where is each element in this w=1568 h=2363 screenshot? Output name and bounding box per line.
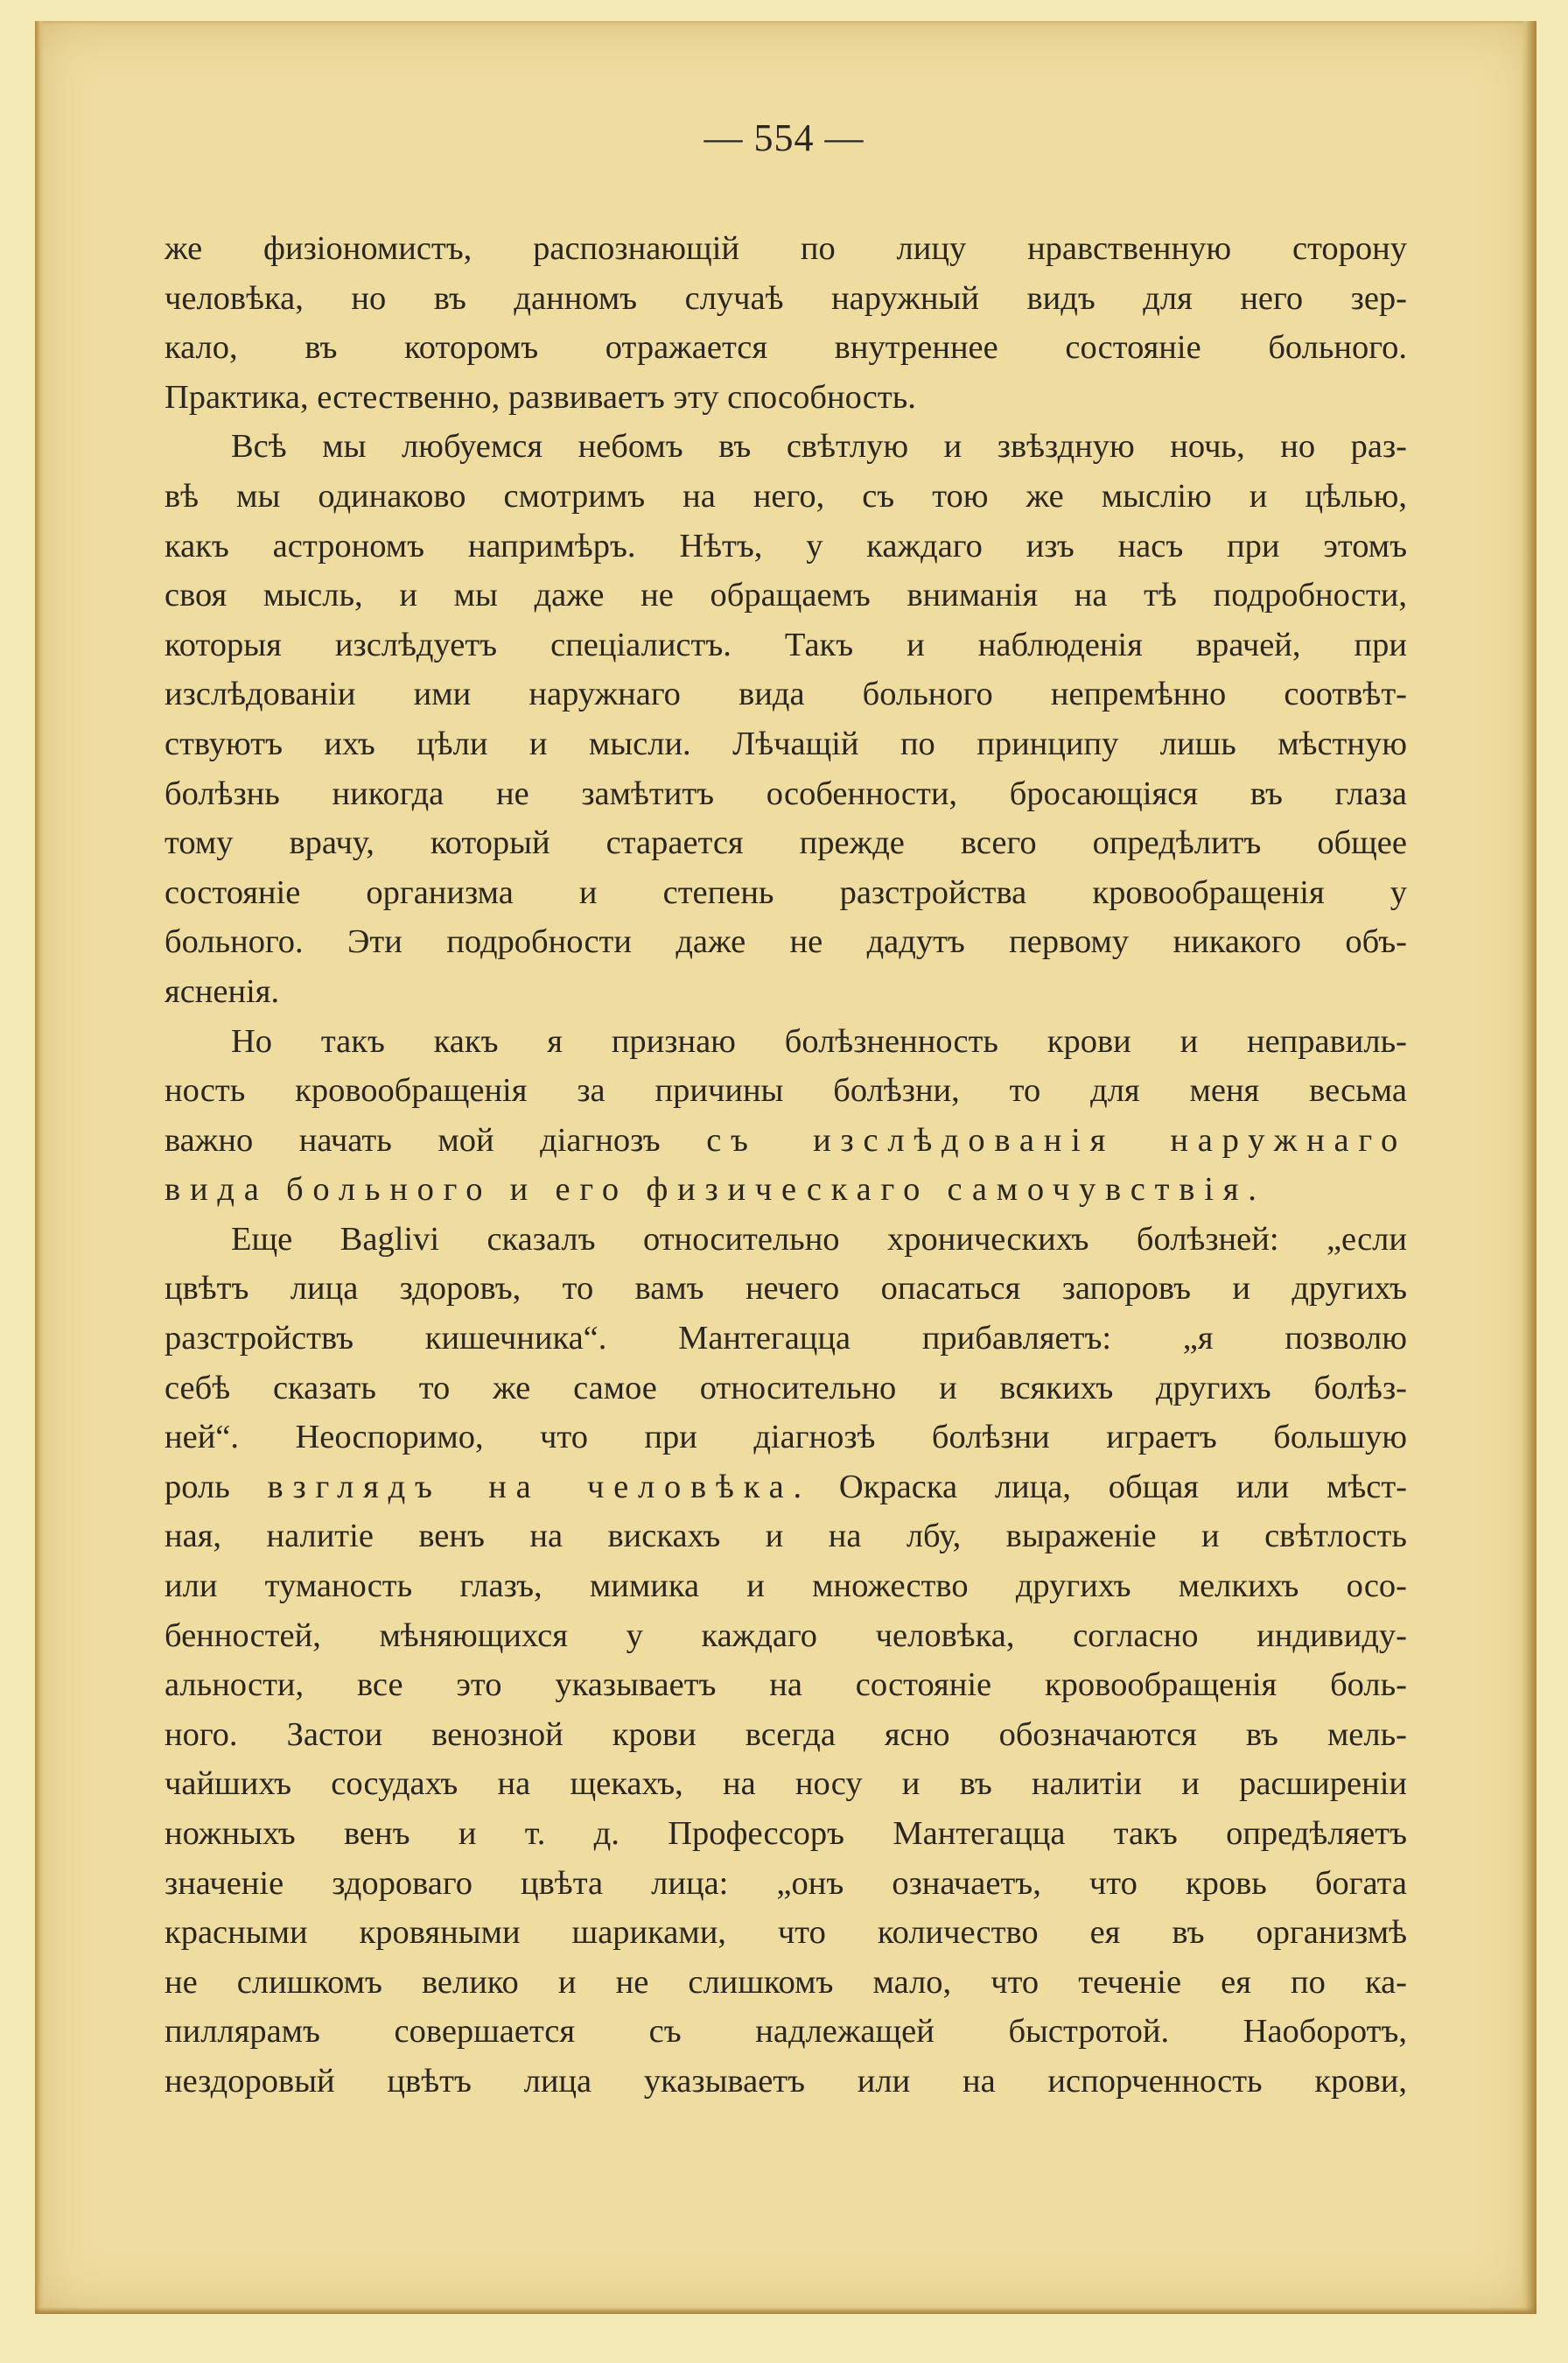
spaced-emphasis: вида больного и его физическаго самочувствія. bbox=[164, 1171, 1266, 1209]
text-line: альности, все это указываетъ на состояніе кровообращенія боль- bbox=[164, 1666, 1407, 1704]
spaced-emphasis: взглядъ на человѣка bbox=[267, 1468, 794, 1505]
text-line: не слишкомъ велико и не слишкомъ мало, что теченіе ея по ка- bbox=[164, 1963, 1407, 2001]
text-segment: . Окраска лица, общая или мѣст- bbox=[793, 1468, 1408, 1505]
text-line: нездоровый цвѣтъ лица указываетъ или на испорченность крови, bbox=[164, 2062, 1407, 2100]
text-segment: важно начать мой діагнозъ bbox=[164, 1121, 707, 1159]
text-line: чайшихъ сосудахъ на щекахъ, на носу и въ налитіи и расширеніи bbox=[164, 1765, 1407, 1803]
text-segment: роль bbox=[164, 1468, 268, 1505]
text-line: изслѣдованіи ими наружнаго вида больного непремѣнно соотвѣт- bbox=[164, 676, 1407, 713]
text-line: или туманость глазъ, мимика и множество другихъ мелкихъ осо- bbox=[164, 1567, 1407, 1605]
page-edge-bottom bbox=[35, 2307, 1536, 2314]
text-line: бенностей, мѣняющихся у каждаго человѣка, согласно индивиду- bbox=[164, 1616, 1407, 1654]
text-line bbox=[164, 1462, 1407, 1512]
text-line: ная, налитіе венъ на вискахъ и на лбу, выраженіе и свѣтлость bbox=[164, 1518, 1407, 1555]
text-line: ней“. Неоспоримо, что при діагнозѣ болѣзни играетъ большую bbox=[164, 1419, 1407, 1456]
text-line: ствуютъ ихъ цѣли и мысли. Лѣчащій по принципу лишь мѣстную bbox=[164, 725, 1407, 762]
text-line: себѣ сказать то же самое относительно и всякихъ другихъ болѣз- bbox=[164, 1369, 1407, 1406]
page-edge-right bbox=[1521, 21, 1536, 2314]
paragraph-start-line: Еще Baglivi сказалъ относительно хроническихъ болѣзней: „если bbox=[231, 1220, 1407, 1258]
text-line: красными кровяными шариками, что количество ея въ организмѣ bbox=[164, 1914, 1407, 1952]
text-line: разстройствъ кишечника“. Мантегацца прибавляетъ: „я позволю bbox=[164, 1320, 1407, 1357]
text-line: ного. Застои венозной крови всегда ясно обозначаются въ мель- bbox=[164, 1715, 1407, 1753]
body-text bbox=[164, 224, 1407, 2107]
page-edge-left bbox=[35, 21, 44, 2314]
text-line: человѣка, но въ данномъ случаѣ наружный видъ для него зер- bbox=[164, 279, 1407, 317]
text-line: значеніе здороваго цвѣта лица: „онъ означаетъ, что кровь богата bbox=[164, 1864, 1407, 1902]
text-line: Практика, естественно, развиваетъ эту способность. bbox=[164, 378, 916, 416]
paragraph-start-line: Всѣ мы любуемся небомъ въ свѣтлую и звѣздную ночь, но раз- bbox=[231, 428, 1407, 466]
text-line: ясненія. bbox=[164, 972, 280, 1010]
text-line: состояніе организма и степень разстройства кровообращенія у bbox=[164, 873, 1407, 911]
text-line: пиллярамъ совершается съ надлежащей быстротой. Наоборотъ, bbox=[164, 2013, 1407, 2051]
text-line: кало, въ которомъ отражается внутреннее состояніе больного. bbox=[164, 329, 1407, 367]
text-line: вѣ мы одинаково смотримъ на него, съ тою же мыслію и цѣлью, bbox=[164, 477, 1407, 515]
text-line: какъ астрономъ напримѣръ. Нѣтъ, у каждаго изъ насъ при этомъ bbox=[164, 527, 1407, 564]
text-line bbox=[164, 1116, 1407, 1166]
text-line: же физіономистъ, распознающій по лицу нравственную сторону bbox=[164, 230, 1407, 267]
text-line bbox=[164, 1165, 1407, 1215]
text-line: болѣзнь никогда не замѣтитъ особенности, бросающіяся въ глаза bbox=[164, 775, 1407, 812]
text-line: больного. Эти подробности даже не дадутъ первому никакого объ- bbox=[164, 923, 1407, 961]
text-line: ножныхъ венъ и т. д. Профессоръ Мантегацца такъ опредѣляетъ bbox=[164, 1815, 1407, 1852]
text-line: тому врачу, который старается прежде всего опредѣлитъ общее bbox=[164, 824, 1407, 862]
text-line: своя мысль, и мы даже не обращаемъ вниманія на тѣ подробности, bbox=[164, 577, 1407, 614]
text-line: цвѣтъ лица здоровъ, то вамъ нечего опасаться запоровъ и другихъ bbox=[164, 1270, 1407, 1308]
text-line: которыя изслѣдуетъ спеціалистъ. Такъ и наблюденія врачей, при bbox=[164, 626, 1407, 663]
page-number: — 554 — bbox=[704, 116, 864, 159]
paragraph-start-line: Но такъ какъ я признаю болѣзненность крови и неправиль- bbox=[231, 1022, 1407, 1060]
spaced-emphasis: съ изслѣдованія наружнаго bbox=[706, 1121, 1407, 1159]
text-line: ность кровообращенія за причины болѣзни, то для меня весьма bbox=[164, 1072, 1407, 1110]
